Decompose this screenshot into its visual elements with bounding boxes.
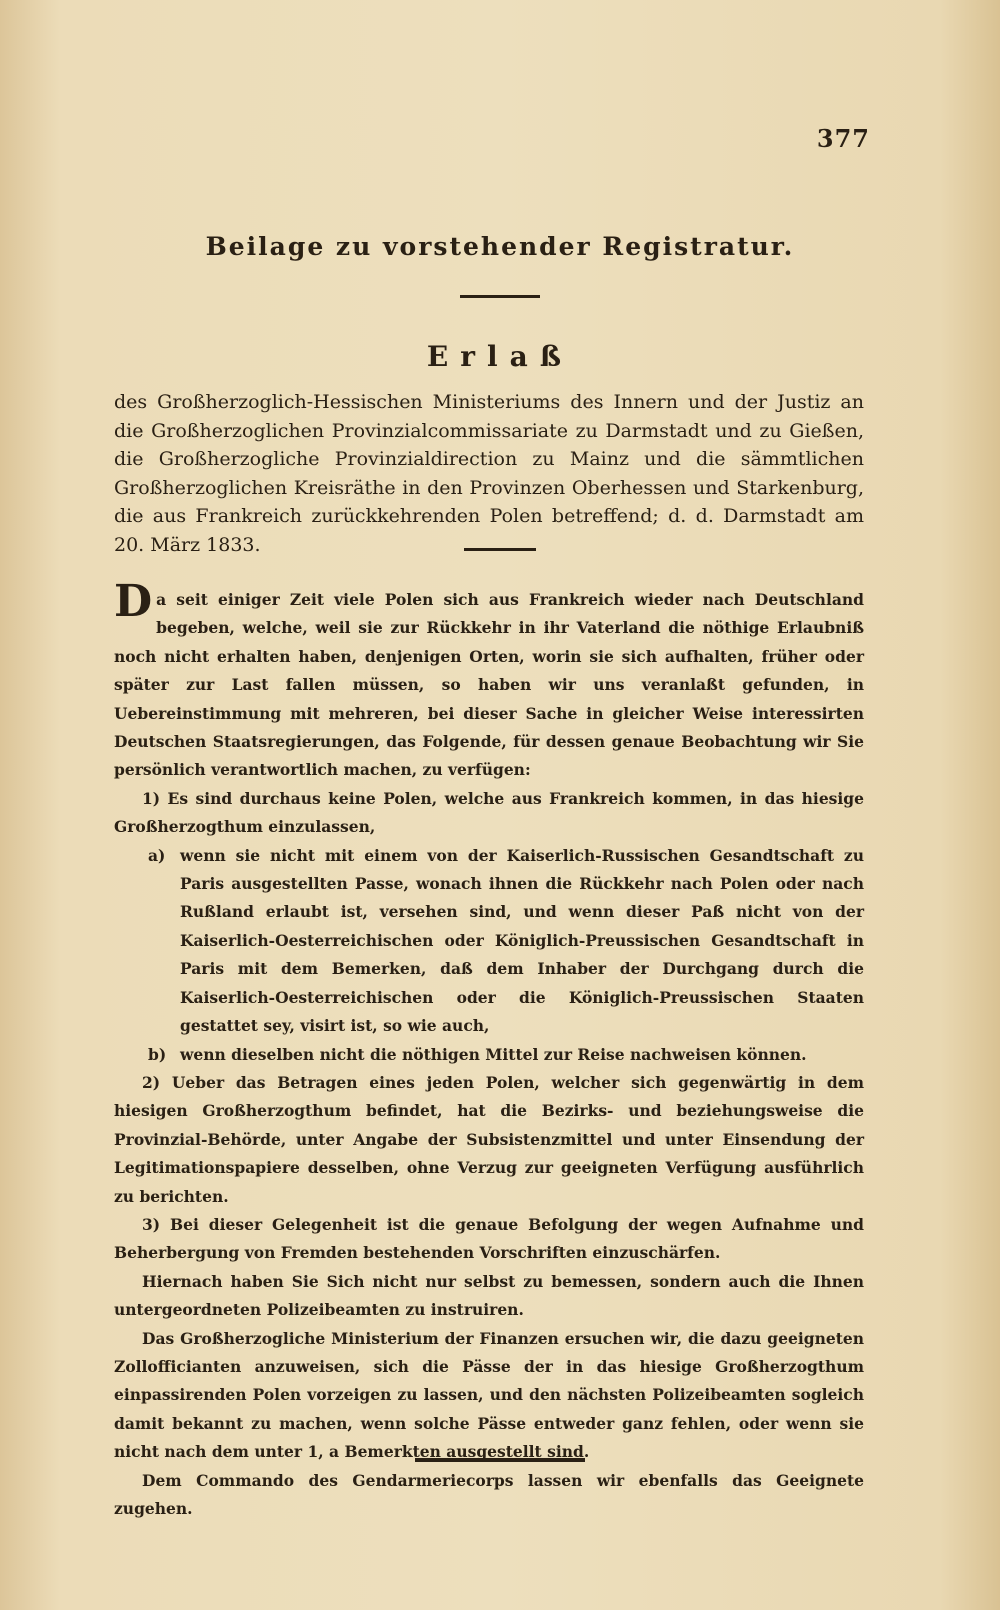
item-1a — [114, 842, 864, 1041]
item-1b-text: wenn dieselben nicht die nöthigen Mittel zur Reise nachweisen können. — [180, 1044, 807, 1064]
paragraph-finance-ministry: Das Großherzogliche Ministerium der Finanzen ersuchen wir, die dazu geeigneten Zollofficianten anzuweisen, sich die Pässe der in das hiesige Großherzogthum einpassirenden Polen vorzeigen zu lassen, und den nächsten Polizeibeamten sogleich damit bekannt zu machen, wenn solche Pässe entweder ganz fehlen, oder wenn sie nicht nach dem unter 1, a Bemerkten ausgestellt sind. — [114, 1328, 864, 1462]
end-rule — [415, 1458, 585, 1462]
supplement-title: Beilage zu vorstehender Registratur. — [205, 232, 795, 261]
paragraph-gendarmerie: Dem Commando des Gendarmeriecorps lassen wir ebenfalls das Geeignete zugehen. — [114, 1470, 864, 1518]
item-1a-text: wenn sie nicht mit einem von der Kaiserlich-Russischen Gesandtschaft zu Paris ausgestellten Passe, wonach ihnen die Rückkehr nach Polen oder nach Rußland erlaubt ist, versehen sind, und wenn dieser Paß nicht von der Kaiserlich-Oesterreichischen oder Königlich-Preussischen Gesandtschaft in Paris mit dem Bemerken, daß dem Inhaber der Durchgang durch die Kaiserlich-Oesterreichischen oder die Königlich-Preussischen Staaten gestattet sey, visirt ist, so wie auch, — [180, 845, 864, 1036]
decree-subtitle: des Großherzoglich-Hessischen Ministeriums des Innern und der Justiz an die Großherzoglichen Provinzialcommissariate zu Darmstadt und zu Gießen, die Großherzogliche Provinzialdirection zu Mainz und die sämmtlichen Großherzoglichen Kreisräthe in den Provinzen Oberhessen und Starkenburg, die aus Frankreich zurückkehrenden Polen betreffend; d. d. Darmstadt am 20. März 1833. — [114, 391, 864, 556]
decree-body — [114, 576, 864, 1523]
intro-paragraph: Da seit einiger Zeit viele Polen sich aus Frankreich wieder nach Deutschland begeben, welche, weil sie zur Rückkehr in ihr Vaterland die nöthige Erlaubniß noch nicht erhalten haben, denjenigen Orten, worin sie sich aufhalten, früher oder später zur Last fallen müssen, so haben wir uns veranlaßt gefunden, in Uebereinstimmung mit mehreren, bei dieser Sache in gleicher Weise interessirten Deutschen Staatsregierungen, das Folgende, für dessen genaue Beobachtung wir Sie persönlich verantwortlich machen, zu verfügen: — [114, 576, 864, 780]
item-2: 2) Ueber das Betragen eines jeden Polen, welcher sich gegenwärtig in dem hiesigen Großherzogthum befindet, hat die Bezirks- und beziehungsweise die Provinzial-Behörde, unter Angabe der Subsistenzmittel und unter Einsendung der Legitimationspapiere desselben, ohne Verzug zur geeigneten Verfügung ausführlich zu berichten. — [114, 1072, 864, 1206]
decree-heading: Erlaß — [426, 340, 574, 373]
item-1b — [114, 1041, 864, 1069]
item-1b-label: b) — [148, 1044, 167, 1064]
item-1: 1) Es sind durchaus keine Polen, welche aus Frankreich kommen, in das hiesige Großherzogthum einzulassen, — [114, 788, 864, 837]
divider-rule — [460, 295, 540, 298]
page-number: 377 — [816, 124, 870, 153]
paragraph-instruction: Hiernach haben Sie Sich nicht nur selbst zu bemessen, sondern auch die Ihnen untergeordneten Polizeibeamten zu instruiren. — [114, 1271, 864, 1320]
item-1a-label: a) — [148, 845, 166, 865]
item-3: 3) Bei dieser Gelegenheit ist die genaue Befolgung der wegen Aufnahme und Beherbergung von Fremden bestehenden Vorschriften einzuschärfen. — [114, 1214, 864, 1263]
divider-rule — [464, 548, 536, 551]
